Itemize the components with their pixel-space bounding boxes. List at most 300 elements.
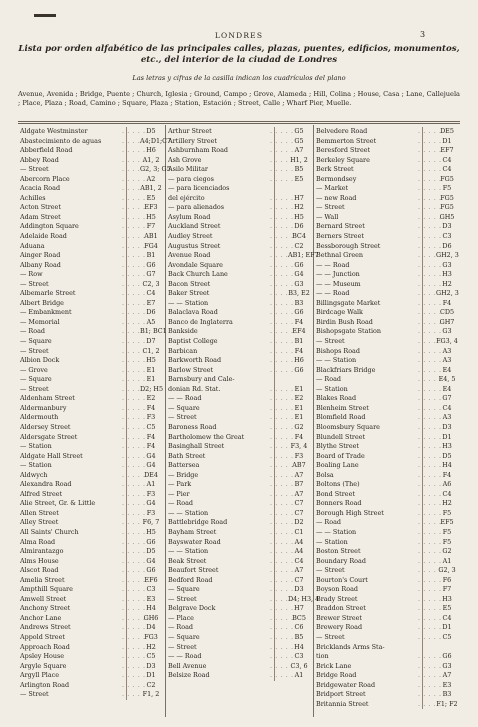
entry-grid-ref: H7 bbox=[294, 193, 304, 202]
entry-name: Bishops Road bbox=[316, 346, 360, 355]
leader-dots: . . . . . bbox=[270, 470, 294, 479]
entry-grid-ref: G6 bbox=[146, 537, 156, 546]
index-entry bbox=[18, 413, 164, 423]
grid-rule bbox=[274, 222, 275, 232]
leader-dots: . . . . . bbox=[122, 308, 146, 317]
entry-grid-ref: G7 bbox=[442, 394, 452, 403]
entry-name: Bessborough Street bbox=[316, 241, 381, 250]
entry-grid-ref: B5 bbox=[294, 632, 304, 641]
entry-name: Bourton's Court bbox=[316, 575, 368, 584]
entry-name: Albert Bridge bbox=[20, 298, 64, 307]
leader-dots: . . . . . bbox=[418, 155, 442, 164]
index-entry bbox=[314, 557, 460, 567]
entry-grid-ref: B7 bbox=[294, 480, 304, 489]
grid-rule bbox=[126, 509, 127, 519]
index-entry bbox=[166, 299, 312, 309]
grid-rule bbox=[274, 232, 275, 242]
index-entry bbox=[166, 308, 312, 318]
entry-name: Andrews Street bbox=[20, 623, 71, 632]
entry-name: Avenue Road bbox=[168, 251, 211, 260]
index-entry bbox=[314, 251, 460, 261]
leader-dots: . . . . . bbox=[122, 432, 146, 441]
entry-name: Aldwych bbox=[20, 470, 48, 479]
leader-dots: . . . . . bbox=[270, 241, 294, 250]
entry-grid-ref: D5 bbox=[442, 451, 452, 460]
entry-name: — Wall bbox=[316, 212, 339, 221]
leader-dots: . . . . . bbox=[270, 661, 294, 670]
index-entry bbox=[166, 471, 312, 481]
grid-rule bbox=[126, 318, 127, 328]
leader-dots: . . . . . bbox=[418, 623, 442, 632]
entry-name: Birdin Bush Road bbox=[316, 317, 373, 326]
grid-rule bbox=[422, 280, 423, 290]
leader-dots: . . . . . bbox=[270, 575, 294, 584]
entry-grid-ref: G6 bbox=[294, 308, 304, 317]
leader-dots: . . . . . bbox=[122, 317, 146, 326]
entry-grid-ref: CD5 bbox=[439, 308, 455, 317]
leader-dots: . . . . . bbox=[270, 394, 294, 403]
grid-rule bbox=[422, 213, 423, 223]
entry-name: Achilles bbox=[20, 193, 46, 202]
entry-name: Balaclava Road bbox=[168, 308, 218, 317]
entry-name: Belsize Road bbox=[168, 671, 210, 680]
leader-dots: . . . . . bbox=[418, 442, 442, 451]
entry-name: Berk Street bbox=[316, 165, 354, 174]
grid-rule bbox=[422, 137, 423, 147]
grid-rule bbox=[274, 213, 275, 223]
index-entry bbox=[18, 652, 164, 662]
leader-dots: . . . . . bbox=[270, 508, 294, 517]
entry-name: — Street bbox=[316, 632, 345, 641]
entry-name: — — Road bbox=[168, 394, 202, 403]
entry-grid-ref: C4 bbox=[442, 489, 452, 498]
entry-grid-ref: G5 bbox=[294, 127, 304, 135]
leader-dots: . . . . . bbox=[122, 146, 146, 155]
index-entry bbox=[314, 413, 460, 423]
index-entry bbox=[166, 604, 312, 614]
leader-dots: . . . . . bbox=[270, 527, 294, 536]
entry-grid-ref: EF6 bbox=[144, 575, 158, 584]
grid-rule bbox=[422, 433, 423, 443]
entry-grid-ref: F3 bbox=[294, 451, 304, 460]
entry-grid-ref: D7 bbox=[146, 337, 156, 346]
grid-rule bbox=[422, 604, 423, 614]
leader-dots: . . . . . bbox=[122, 346, 146, 355]
entry-grid-ref: E5 bbox=[294, 174, 304, 183]
leader-dots: . . . . . bbox=[122, 690, 146, 699]
entry-name: Bridge Road bbox=[316, 671, 357, 680]
leader-dots: . . . . . bbox=[270, 613, 294, 622]
leader-dots: . . . . . bbox=[418, 499, 442, 508]
grid-rule bbox=[422, 404, 423, 414]
leader-dots: . . . . . bbox=[122, 337, 146, 346]
index-entry bbox=[166, 499, 312, 509]
index-entry bbox=[314, 585, 460, 595]
index-entry bbox=[18, 547, 164, 557]
entry-grid-ref: B1 bbox=[146, 251, 156, 260]
entry-grid-ref: GH2, 3 bbox=[436, 251, 459, 260]
entry-name: Aldgate Hall Street bbox=[20, 451, 83, 460]
index-entry bbox=[166, 242, 312, 252]
grid-rule bbox=[126, 690, 127, 700]
grid-rule bbox=[422, 566, 423, 576]
grid-rule bbox=[422, 156, 423, 166]
leader-dots: . . . . . bbox=[418, 413, 442, 422]
entry-name: Alley Street bbox=[20, 518, 59, 527]
leader-dots: . . . . . bbox=[270, 337, 294, 346]
leader-dots: . . . . . bbox=[122, 547, 146, 556]
grid-rule bbox=[422, 375, 423, 385]
leader-dots: . . . . . bbox=[122, 193, 146, 202]
entry-grid-ref: D4 bbox=[146, 623, 156, 632]
index-entry bbox=[166, 518, 312, 528]
grid-rule bbox=[274, 327, 275, 337]
index-entry bbox=[18, 308, 164, 318]
entry-name: Aldersey Street bbox=[20, 422, 71, 431]
index-entry bbox=[18, 576, 164, 586]
grid-rule bbox=[274, 156, 275, 166]
leader-dots: . . . . . bbox=[418, 365, 442, 374]
leader-dots: . . . . . bbox=[418, 279, 442, 288]
entry-grid-ref: F3 bbox=[146, 413, 156, 422]
grid-rule bbox=[274, 518, 275, 528]
entry-name: Abbey Road bbox=[20, 155, 59, 164]
entry-name: Aldgate Westminster bbox=[20, 127, 88, 135]
entry-grid-ref: D3 bbox=[294, 585, 304, 594]
grid-rule bbox=[126, 337, 127, 347]
grid-rule bbox=[422, 614, 423, 624]
entry-grid-ref: C4 bbox=[146, 289, 156, 298]
entry-name: Barnsbury and Cale- bbox=[168, 375, 235, 384]
index-entry bbox=[314, 442, 460, 452]
grid-rule bbox=[422, 423, 423, 433]
grid-rule bbox=[422, 633, 423, 643]
index-entry bbox=[18, 356, 164, 366]
grid-rule bbox=[422, 318, 423, 328]
leader-dots: . . . . . bbox=[270, 623, 294, 632]
grid-rule bbox=[422, 585, 423, 595]
grid-rule bbox=[126, 366, 127, 376]
index-entry bbox=[18, 480, 164, 490]
grid-rule bbox=[126, 203, 127, 213]
entry-grid-ref: C3 bbox=[294, 652, 304, 661]
index-entry bbox=[314, 690, 460, 700]
entry-name: Ashburnham Road bbox=[168, 146, 228, 155]
index-entry bbox=[166, 261, 312, 271]
entry-grid-ref: C7 bbox=[294, 508, 304, 517]
grid-rule bbox=[274, 547, 275, 557]
grid-rule bbox=[274, 137, 275, 147]
grid-rule bbox=[126, 242, 127, 252]
index-entry bbox=[18, 433, 164, 443]
entry-name: Bath Street bbox=[168, 451, 206, 460]
entry-name: Alscot Road bbox=[20, 566, 59, 575]
entry-grid-ref: G2 bbox=[442, 547, 452, 556]
entry-grid-ref: E5 bbox=[442, 604, 452, 613]
grid-rule bbox=[422, 690, 423, 700]
leader-dots: . . . . . bbox=[122, 613, 146, 622]
entry-name: — Street bbox=[168, 413, 197, 422]
grid-rule bbox=[422, 557, 423, 567]
leader-dots: . . . . . bbox=[418, 594, 442, 603]
leader-dots: . . . . . bbox=[122, 327, 146, 336]
grid-rule bbox=[422, 394, 423, 404]
index-entry bbox=[166, 461, 312, 471]
leader-dots: . . . . . bbox=[122, 594, 146, 603]
index-entry bbox=[18, 194, 164, 204]
grid-rule bbox=[274, 318, 275, 328]
index-entry bbox=[18, 242, 164, 252]
grid-rule bbox=[422, 490, 423, 500]
entry-grid-ref: FG5 bbox=[440, 193, 454, 202]
index-entry bbox=[314, 375, 460, 385]
leader-dots: . . . . . bbox=[418, 384, 442, 393]
grid-rule bbox=[126, 251, 127, 261]
index-entry bbox=[166, 375, 312, 385]
leader-dots: . . . . . bbox=[122, 212, 146, 221]
index-entry bbox=[18, 538, 164, 548]
leader-dots: . . . . . bbox=[122, 241, 146, 250]
leader-dots: . . . . . bbox=[122, 604, 146, 613]
grid-rule bbox=[422, 366, 423, 376]
entry-name: Adam Street bbox=[20, 212, 61, 221]
leader-dots: . . . . . bbox=[122, 413, 146, 422]
index-entry bbox=[314, 308, 460, 318]
grid-rule bbox=[274, 480, 275, 490]
index-entry bbox=[314, 528, 460, 538]
entry-grid-ref: A7 bbox=[442, 671, 452, 680]
entry-name: — Road bbox=[168, 623, 193, 632]
entry-name: Blomfield Road bbox=[316, 413, 366, 422]
leader-dots: . . . . . bbox=[270, 317, 294, 326]
grid-rule bbox=[274, 633, 275, 643]
entry-grid-ref: G4 bbox=[146, 451, 156, 460]
entry-grid-ref: DE4 bbox=[144, 470, 158, 479]
leader-dots: . . . . . bbox=[122, 508, 146, 517]
entry-name: Bridport Street bbox=[316, 690, 366, 699]
grid-rule bbox=[126, 604, 127, 614]
index-entry bbox=[314, 184, 460, 194]
grid-rule bbox=[274, 461, 275, 471]
grid-rule bbox=[126, 547, 127, 557]
entry-grid-ref: A3 bbox=[442, 356, 452, 365]
entry-grid-ref: D3 bbox=[146, 661, 156, 670]
grid-rule bbox=[126, 280, 127, 290]
entry-name: — Park bbox=[168, 480, 192, 489]
entry-grid-ref: H6 bbox=[294, 356, 304, 365]
entry-name: — Street bbox=[20, 384, 49, 393]
grid-rule bbox=[274, 146, 275, 156]
entry-grid-ref: G2 bbox=[294, 422, 304, 431]
leader-dots: . . . . . bbox=[270, 518, 294, 527]
entry-name: — Street bbox=[316, 203, 345, 212]
leader-dots: . . . . . bbox=[418, 527, 442, 536]
entry-grid-ref: F4 bbox=[146, 432, 156, 441]
index-entry bbox=[18, 490, 164, 500]
index-entry bbox=[166, 557, 312, 567]
leader-dots: . . . . . bbox=[270, 594, 294, 603]
grid-rule bbox=[274, 175, 275, 185]
entry-name: — Square bbox=[168, 585, 200, 594]
entry-name: Albany Road bbox=[20, 260, 61, 269]
entry-name: Albion Dock bbox=[20, 356, 60, 365]
index-entry bbox=[18, 452, 164, 462]
entry-name: Alma Road bbox=[20, 537, 56, 546]
grid-rule bbox=[422, 175, 423, 185]
entry-name: Bell Avenue bbox=[168, 661, 207, 670]
index-entry bbox=[166, 614, 312, 624]
index-entry bbox=[18, 633, 164, 643]
entry-name: — — Station bbox=[316, 527, 357, 536]
index-entry bbox=[314, 681, 460, 691]
grid-rule bbox=[274, 576, 275, 586]
grid-rule bbox=[274, 242, 275, 252]
leader-dots: . . . . . bbox=[418, 193, 442, 202]
entry-name: Bartholomew the Great bbox=[168, 432, 245, 441]
entry-name: Boston Street bbox=[316, 547, 361, 556]
index-entry bbox=[18, 643, 164, 653]
entry-name: — — Road bbox=[316, 289, 350, 298]
grid-rule bbox=[126, 175, 127, 185]
index-subtitle: Las letras y cifras de la casilla indican los cuadrículos del plano bbox=[132, 74, 346, 82]
leader-dots: . . . . . bbox=[418, 317, 442, 326]
index-entry bbox=[18, 404, 164, 414]
entry-grid-ref: EF7 bbox=[440, 146, 454, 155]
index-entry bbox=[314, 490, 460, 500]
entry-grid-ref: G4 bbox=[146, 461, 156, 470]
entry-name: Bridgewater Road bbox=[316, 680, 376, 689]
entry-name: Aduana bbox=[20, 241, 45, 250]
entry-name: — Embankment bbox=[20, 308, 72, 317]
grid-rule bbox=[126, 404, 127, 414]
index-entry bbox=[314, 261, 460, 271]
grid-rule bbox=[422, 538, 423, 548]
abbreviation-legend: Avenue, Avenida ; Bridge, Puente ; Church, Iglesia ; Ground, Campo ; Grove, Alameda ; Hill, Colina ; House, Casa ; Lane, Callejuela ; Place, Plaza ; Road, Camino ; Square, Plaza ; Station, Estación ; Street, Calle ; Wharf Pier, Muelle. bbox=[18, 90, 460, 107]
index-entry bbox=[314, 280, 460, 290]
entry-name: — para licenciados bbox=[168, 184, 230, 193]
entry-grid-ref: E1 bbox=[146, 365, 156, 374]
grid-rule bbox=[422, 471, 423, 481]
entry-grid-ref: F5 bbox=[442, 527, 452, 536]
grid-rule bbox=[274, 538, 275, 548]
leader-dots: . . . . . bbox=[122, 127, 146, 135]
entry-grid-ref: A4 bbox=[294, 537, 304, 546]
entry-grid-ref: H2 bbox=[442, 279, 452, 288]
entry-name: Blundell Street bbox=[316, 432, 366, 441]
index-entry bbox=[314, 423, 460, 433]
leader-dots: . . . . . bbox=[270, 136, 294, 145]
leader-dots: . . . . . bbox=[418, 403, 442, 412]
entry-name: Brewer Street bbox=[316, 613, 363, 622]
index-entry bbox=[166, 528, 312, 538]
entry-grid-ref: E7 bbox=[146, 298, 156, 307]
grid-rule bbox=[422, 261, 423, 271]
leader-dots: . . . . . bbox=[418, 136, 442, 145]
index-entry bbox=[166, 318, 312, 328]
grid-rule bbox=[422, 452, 423, 462]
leader-dots: . . . . . bbox=[122, 623, 146, 632]
entry-grid-ref: D1 bbox=[442, 136, 452, 145]
entry-name: Basinghall Street bbox=[168, 442, 225, 451]
index-entry bbox=[166, 490, 312, 500]
grid-rule bbox=[126, 557, 127, 567]
entry-grid-ref: H6 bbox=[146, 146, 156, 155]
index-entry bbox=[18, 557, 164, 567]
grid-rule bbox=[422, 356, 423, 366]
grid-rule bbox=[274, 261, 275, 271]
index-entry bbox=[18, 623, 164, 633]
grid-rule bbox=[422, 232, 423, 242]
index-entry bbox=[314, 327, 460, 337]
entry-grid-ref: A6 bbox=[442, 480, 452, 489]
index-entry bbox=[166, 652, 312, 662]
entry-grid-ref: C3, 6 bbox=[290, 661, 308, 670]
entry-grid-ref: G3 bbox=[442, 260, 452, 269]
entry-name: Bond Street bbox=[316, 489, 355, 498]
index-entry bbox=[314, 289, 460, 299]
index-entry bbox=[314, 643, 460, 653]
leader-dots: . . . . . bbox=[122, 518, 146, 527]
index-entry bbox=[314, 547, 460, 557]
entry-grid-ref: H3 bbox=[442, 270, 452, 279]
grid-rule bbox=[274, 528, 275, 538]
entry-name: Apsley House bbox=[20, 652, 65, 661]
leader-dots: . . . . . bbox=[418, 604, 442, 613]
leader-dots: . . . . . bbox=[418, 547, 442, 556]
entry-grid-ref: G4 bbox=[294, 270, 304, 279]
grid-rule bbox=[126, 633, 127, 643]
entry-grid-ref: C5 bbox=[442, 632, 452, 641]
index-entry bbox=[314, 347, 460, 357]
index-entry bbox=[18, 136, 172, 147]
index-entry bbox=[314, 242, 460, 252]
grid-rule bbox=[126, 213, 127, 223]
leader-dots: . . . . . bbox=[122, 222, 146, 231]
entry-grid-ref: A3 bbox=[442, 346, 452, 355]
grid-rule bbox=[422, 127, 423, 137]
entry-name: — Street bbox=[20, 279, 49, 288]
leader-dots: . . . . . bbox=[122, 289, 146, 298]
entry-grid-ref: F4 bbox=[294, 317, 304, 326]
index-entry bbox=[18, 347, 164, 357]
entry-name: tion bbox=[316, 652, 329, 661]
index-entry bbox=[166, 270, 312, 280]
leader-dots: . . . . . bbox=[418, 680, 442, 689]
leader-dots: . . . . . bbox=[122, 585, 146, 594]
index-entry bbox=[18, 184, 164, 194]
leader-dots: . . . . . bbox=[418, 308, 442, 317]
page-number: 3 bbox=[420, 30, 426, 39]
entry-name: — — Museum bbox=[316, 279, 361, 288]
entry-grid-ref: G6 bbox=[146, 260, 156, 269]
entry-name: — new Road bbox=[316, 193, 357, 202]
index-entry bbox=[166, 203, 312, 213]
leader-dots: . . . . . bbox=[122, 384, 146, 393]
grid-rule bbox=[274, 442, 275, 452]
leader-dots: . . . . . bbox=[418, 127, 442, 135]
index-column-3 bbox=[314, 127, 460, 709]
entry-grid-ref: G5 bbox=[294, 136, 304, 145]
entry-grid-ref: B3 bbox=[442, 690, 452, 699]
leader-dots: . . . . . bbox=[270, 270, 294, 279]
grid-rule bbox=[274, 251, 275, 261]
entry-name: Bishopsgate Station bbox=[316, 327, 381, 336]
entry-name: — Memorial bbox=[20, 317, 60, 326]
grid-rule bbox=[422, 347, 423, 357]
entry-grid-ref: D3 bbox=[442, 422, 452, 431]
entry-name: Blythe Street bbox=[316, 442, 359, 451]
entry-grid-ref: A1 bbox=[294, 671, 304, 680]
